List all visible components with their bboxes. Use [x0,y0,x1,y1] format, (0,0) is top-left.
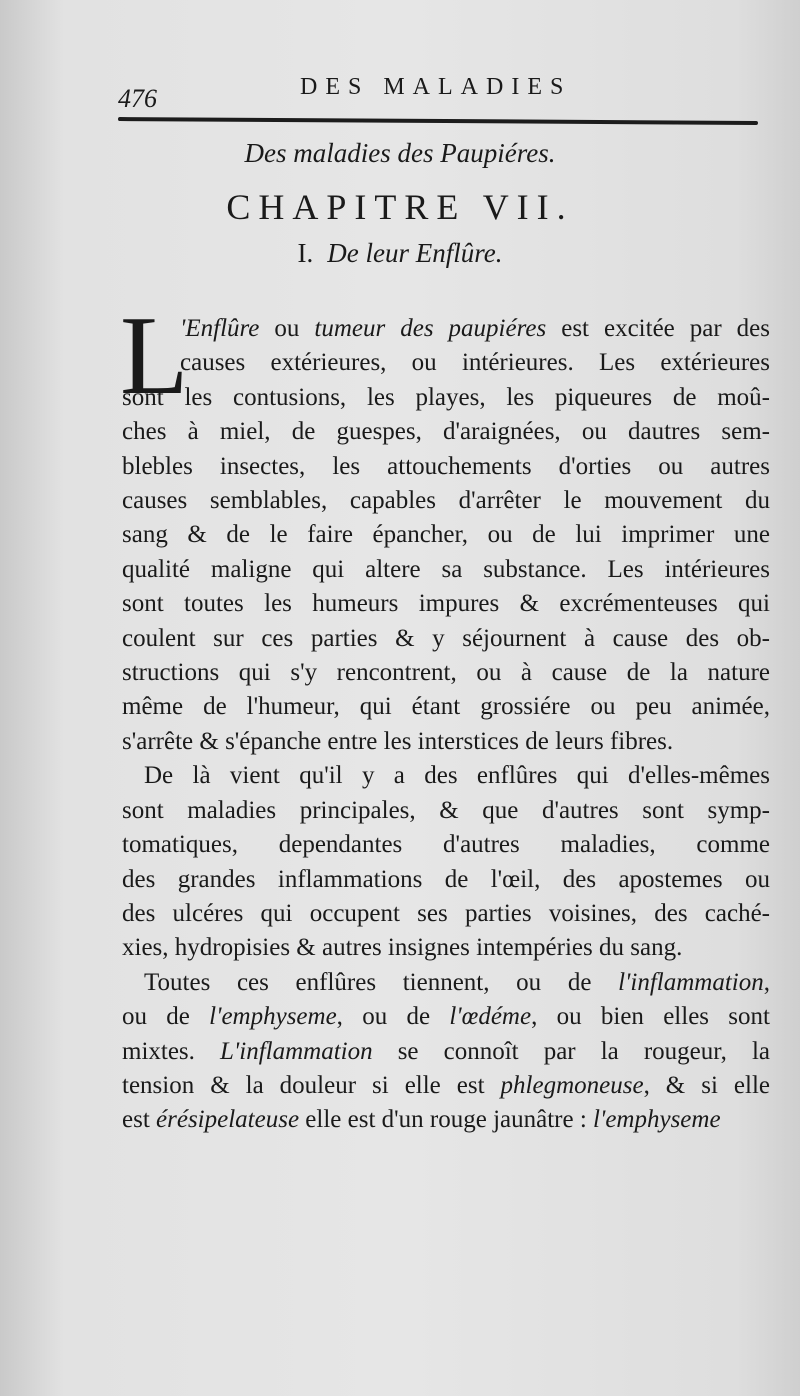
text-run: se connoît par la rougeur, la [372,1037,770,1065]
body-text [122,312,770,1138]
italic-run: L'inflammation [220,1037,373,1065]
text-run: blebles insectes, les attouchements d'orties ou autres [122,452,770,480]
text-run: est [122,1106,157,1134]
page-number: 476 [118,84,157,113]
text-run: coulent sur ces parties & y séjournent à cause des ob- [122,624,770,652]
text-run: sang & de le faire épancher, ou de lui imprimer une [122,521,770,549]
italic-run: l'emphyseme [209,1003,337,1031]
text-run: ches à miel, de guespes, d'araignées, ou dautres sem- [122,418,770,446]
article-number: I. [297,238,314,268]
text-run: des grandes inflammations de l'œil, des apostemes ou [122,865,770,893]
text-line [122,1035,770,1069]
text-run: est excitée par des [546,315,771,342]
italic-run: phlegmoneuse [500,1071,644,1099]
text-run: Toutes ces enflûres tiennent, ou de [144,968,619,996]
text-line [122,966,770,1000]
text-line [122,622,770,656]
text-run: tension & la douleur si elle est [122,1071,501,1099]
text-run: sont maladies principales, & que d'autres sont symp- [122,796,770,824]
text-line [122,1000,770,1034]
italic-run: l'emphyseme [593,1106,721,1134]
page-header [118,70,758,113]
text-run: structions qui s'y rencontrent, ou à cause de la nature [122,659,770,687]
article-heading [0,238,800,269]
text-line [122,931,770,965]
text-run: sont les contusions, les playes, les piqueures de moû- [122,383,770,411]
text-run: même de l'humeur, qui étant grossiére ou peu animée, [122,693,770,721]
article-title: De leur Enflûre. [327,238,503,268]
italic-run: l'œdéme [449,1003,532,1031]
text-line [122,587,770,621]
italic-run: l'inflammation [618,968,764,996]
text-run: sont toutes les humeurs impures & excrémenteuses qui [122,590,770,618]
text-run: , & si elle [643,1071,770,1099]
text-line [122,897,770,931]
header-rule [118,117,758,125]
text-line [122,794,770,828]
text-line [122,656,770,690]
text-run: des ulcéres qui occupent ses parties voisines, des caché- [122,899,770,927]
text-line [122,450,770,484]
text-run: , ou bien elles sont [531,1003,770,1031]
text-run: mixtes. [122,1037,221,1065]
text-line [122,863,770,897]
text-line [122,690,770,724]
chapter-title: CHAPITRE VII. [226,187,574,227]
italic-run: 'Enflûre [180,315,260,342]
text-line [122,484,770,518]
section-title: Des maladies des Paupiéres. [244,138,556,168]
drop-cap: L [120,294,189,418]
text-run: qualité maligne qui altere sa substance. Les intérieures [122,555,770,583]
text-line [122,1103,770,1137]
text-run: ou de [122,1003,210,1031]
text-line [122,759,770,793]
text-line [122,381,770,415]
running-title: DES MALADIES [300,74,572,100]
text-run: ou [259,315,315,342]
text-run: , ou de [336,1003,450,1031]
text-run: tomatiques, dependantes d'autres maladies, comme [122,831,770,859]
italic-run: érésipelateuse [156,1106,300,1134]
text-run: s'arrête & s'épanche entre les interstices de leurs fibres. [122,727,674,755]
text-line [122,553,770,587]
text-run: elle est d'un rouge jaunâtre : [299,1106,594,1134]
italic-run: tumeur des paupiéres [314,315,547,342]
text-run: causes extérieures, ou intérieures. Les extérieures [180,349,770,377]
text-run: causes semblables, capables d'arrêter le mouvement du [122,487,770,515]
text-line [122,346,770,380]
text-run: xies, hydropisies & autres insignes intempéries du sang. [122,934,683,962]
text-line [122,312,770,346]
text-run: , [763,968,770,996]
text-run: De là vient qu'il y a des enflûres qui d'elles-mêmes [144,762,770,790]
text-line [122,725,770,759]
text-line [122,828,770,862]
text-line [122,518,770,552]
text-line [122,1069,770,1103]
text-line [122,415,770,449]
